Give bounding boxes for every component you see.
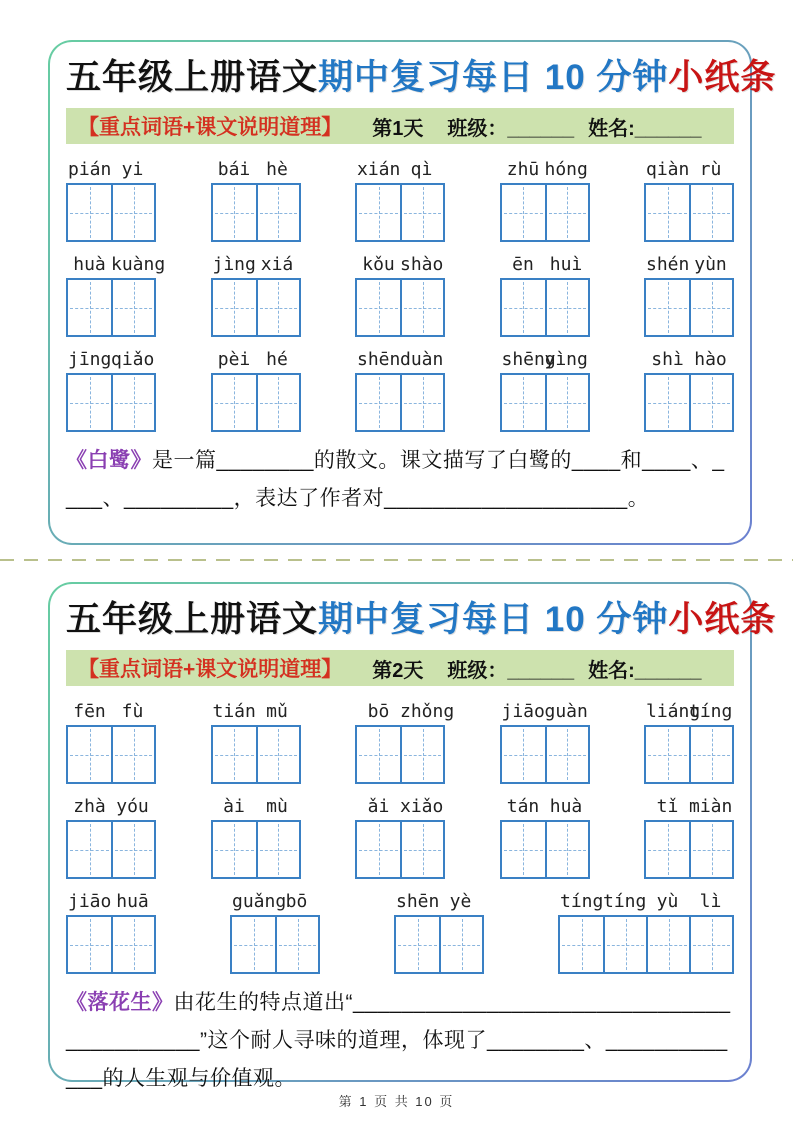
worksheet-card-day1 xyxy=(48,40,777,545)
writing-cell xyxy=(545,727,588,782)
pinyin-syllable: yùn xyxy=(694,254,727,275)
writing-cell xyxy=(213,185,256,240)
title-part-black: 五年级上册语文 xyxy=(66,58,319,97)
pinyin-syllable: lì xyxy=(699,891,722,912)
pinyin-label xyxy=(646,251,732,275)
pinyin-label xyxy=(213,251,299,275)
word-row xyxy=(66,346,734,432)
pinyin-syllable: zhū xyxy=(506,159,540,180)
pinyin-syllable: mù xyxy=(266,796,288,817)
cut-line-divider xyxy=(0,559,793,561)
pinyin-syllable: mǔ xyxy=(266,701,288,722)
word-group xyxy=(211,251,301,337)
writing-box-group xyxy=(355,373,445,432)
day-label: 第1天 xyxy=(372,117,424,140)
pinyin-label xyxy=(646,698,732,722)
day-label: 第2天 xyxy=(372,659,424,682)
word-rows xyxy=(66,698,734,974)
pinyin-syllable: shēng xyxy=(501,349,556,370)
pinyin-syllable: jīng xyxy=(68,349,112,370)
pinyin-syllable: yè xyxy=(449,891,472,912)
pinyin-label xyxy=(68,793,154,817)
pinyin-syllable: guàn xyxy=(544,701,588,722)
writing-cell xyxy=(275,917,318,972)
pinyin-label xyxy=(357,793,443,817)
pinyin-label xyxy=(68,156,154,180)
pinyin-syllable: shì xyxy=(651,349,684,370)
word-group xyxy=(66,156,156,242)
pinyin-label xyxy=(560,888,732,912)
pinyin-syllable: bō xyxy=(367,701,390,722)
writing-box-group xyxy=(355,183,445,242)
word-row xyxy=(66,698,734,784)
writing-cell xyxy=(111,375,154,430)
worksheet-card-day2 xyxy=(48,582,777,1090)
writing-cell xyxy=(502,822,545,877)
writing-box-group xyxy=(644,373,734,432)
pinyin-syllable: huì xyxy=(549,254,583,275)
writing-box-group xyxy=(355,278,445,337)
pinyin-syllable: yi xyxy=(121,159,144,180)
pinyin-syllable: huā xyxy=(116,891,149,912)
pinyin-label xyxy=(68,346,154,370)
writing-box-group xyxy=(500,725,590,784)
pinyin-syllable: ēn xyxy=(512,254,534,275)
card-inner xyxy=(50,42,777,543)
writing-cell xyxy=(256,822,299,877)
word-group xyxy=(500,698,590,784)
writing-box-group xyxy=(66,183,156,242)
pinyin-label xyxy=(502,793,588,817)
pinyin-syllable: hé xyxy=(266,349,288,370)
word-group xyxy=(66,793,156,879)
pinyin-syllable: ǎi xyxy=(367,796,390,817)
pinyin-syllable: pián xyxy=(68,159,112,180)
topic-label: 【重点词语+课文说明道理】 xyxy=(78,116,343,139)
pinyin-syllable: bō xyxy=(285,891,308,912)
pinyin-label xyxy=(357,251,443,275)
writing-box-group xyxy=(644,820,734,879)
name-field: 姓名:______ xyxy=(588,659,702,682)
pinyin-syllable: tíng xyxy=(560,891,604,912)
card-inner xyxy=(50,584,777,1090)
word-group xyxy=(644,251,734,337)
writing-box-group xyxy=(211,820,301,879)
title-part-blue: 期中复习每日 10 分钟 xyxy=(318,600,669,639)
writing-cell xyxy=(357,727,400,782)
writing-box-group xyxy=(66,373,156,432)
writing-cell xyxy=(256,185,299,240)
pinyin-label xyxy=(232,888,318,912)
word-group xyxy=(500,251,590,337)
writing-cell xyxy=(68,280,111,335)
pinyin-label xyxy=(502,156,588,180)
word-group xyxy=(66,698,156,784)
paragraph-text: 由花生的特点道出“__________________________________________”这个耐人寻味的道理，体现了________、_____________的人生观与价值观。 xyxy=(66,991,731,1090)
pinyin-label xyxy=(502,251,588,275)
word-group xyxy=(66,888,156,974)
word-group xyxy=(500,793,590,879)
class-field: 班级：______ xyxy=(447,117,575,140)
writing-cell xyxy=(111,917,154,972)
writing-box-group xyxy=(66,725,156,784)
writing-cell xyxy=(560,917,603,972)
pinyin-label xyxy=(213,156,299,180)
writing-cell xyxy=(646,375,689,430)
writing-cell xyxy=(400,185,443,240)
pinyin-syllable: xiǎo xyxy=(400,796,444,817)
word-group xyxy=(211,156,301,242)
writing-cell xyxy=(400,280,443,335)
writing-box-group xyxy=(66,820,156,879)
word-group xyxy=(644,346,734,432)
pinyin-syllable: jiāo xyxy=(501,701,545,722)
pinyin-label xyxy=(357,698,455,722)
title-part-blue: 期中复习每日 10 分钟 xyxy=(318,58,669,97)
writing-box-group xyxy=(500,820,590,879)
course-paragraph xyxy=(66,984,734,1097)
writing-box-group xyxy=(211,183,301,242)
pinyin-syllable: bái xyxy=(217,159,251,180)
writing-cell xyxy=(357,280,400,335)
pinyin-syllable: yìng xyxy=(544,349,588,370)
writing-box-group xyxy=(66,915,156,974)
writing-cell xyxy=(256,375,299,430)
pinyin-syllable: shén xyxy=(646,254,690,275)
pinyin-syllable: shēn xyxy=(357,349,401,370)
topic-band xyxy=(66,650,734,686)
pinyin-label xyxy=(502,346,588,370)
writing-cell xyxy=(646,185,689,240)
writing-cell xyxy=(439,917,482,972)
writing-cell xyxy=(68,375,111,430)
word-group xyxy=(500,156,590,242)
writing-cell xyxy=(111,727,154,782)
writing-cell xyxy=(646,727,689,782)
word-group xyxy=(355,793,445,879)
writing-cell xyxy=(545,822,588,877)
pinyin-label xyxy=(646,793,732,817)
pinyin-syllable: jìng xyxy=(212,254,256,275)
writing-cell xyxy=(213,280,256,335)
writing-cell xyxy=(502,727,545,782)
writing-cell xyxy=(111,280,154,335)
writing-box-group xyxy=(644,278,734,337)
word-group xyxy=(558,888,734,974)
pinyin-syllable: tíng xyxy=(603,891,647,912)
writing-cell xyxy=(545,280,588,335)
pinyin-label xyxy=(646,346,732,370)
word-group xyxy=(644,793,734,879)
name-field: 姓名:______ xyxy=(588,117,702,140)
writing-cell xyxy=(689,822,732,877)
book-title: 《白鹭》 xyxy=(66,449,152,472)
pinyin-syllable: huà xyxy=(549,796,583,817)
title-part-black: 五年级上册语文 xyxy=(66,600,319,639)
writing-cell xyxy=(213,727,256,782)
class-field: 班级：______ xyxy=(447,659,575,682)
pinyin-syllable: fù xyxy=(121,701,144,722)
writing-box-group xyxy=(230,915,320,974)
writing-box-group xyxy=(211,373,301,432)
writing-box-group xyxy=(211,278,301,337)
writing-box-group xyxy=(500,278,590,337)
pinyin-label xyxy=(213,346,299,370)
writing-cell xyxy=(400,375,443,430)
writing-cell xyxy=(68,822,111,877)
topic-band xyxy=(66,108,734,144)
pinyin-label xyxy=(213,793,299,817)
word-row xyxy=(66,888,734,974)
pinyin-syllable: qì xyxy=(410,159,433,180)
word-group xyxy=(211,698,301,784)
writing-box-group xyxy=(211,725,301,784)
pinyin-syllable: shēn xyxy=(396,891,440,912)
pinyin-syllable: miàn xyxy=(689,796,733,817)
writing-cell xyxy=(689,917,732,972)
writing-cell xyxy=(689,280,732,335)
writing-cell xyxy=(256,280,299,335)
word-row xyxy=(66,793,734,879)
pinyin-label xyxy=(68,251,166,275)
word-group xyxy=(211,346,301,432)
writing-cell xyxy=(603,917,646,972)
pinyin-syllable: ài xyxy=(223,796,245,817)
writing-cell xyxy=(400,822,443,877)
writing-cell xyxy=(502,185,545,240)
pinyin-syllable: duàn xyxy=(400,349,444,370)
word-group xyxy=(500,346,590,432)
writing-cell xyxy=(68,727,111,782)
pinyin-syllable: hóng xyxy=(544,159,588,180)
pinyin-syllable: shào xyxy=(400,254,444,275)
pinyin-syllable: pèi xyxy=(217,349,251,370)
word-group xyxy=(355,156,445,242)
writing-cell xyxy=(545,185,588,240)
pinyin-syllable: rù xyxy=(699,159,722,180)
pinyin-syllable: liáng xyxy=(646,701,701,722)
word-group xyxy=(644,156,734,242)
title-part-red: 小纸条 xyxy=(668,600,777,639)
pinyin-syllable: kuàng xyxy=(111,254,166,275)
writing-cell xyxy=(111,822,154,877)
writing-box-group xyxy=(500,373,590,432)
page-footer: 第 1 页 共 10 页 xyxy=(338,1094,455,1109)
pinyin-syllable: huà xyxy=(73,254,106,275)
course-paragraph xyxy=(66,442,734,518)
pinyin-syllable: xiá xyxy=(260,254,294,275)
pinyin-syllable: fēn xyxy=(73,701,106,722)
writing-cell xyxy=(396,917,439,972)
title-part-red: 小纸条 xyxy=(668,58,777,97)
writing-box-group xyxy=(394,915,484,974)
word-group xyxy=(394,888,484,974)
topic-label: 【重点词语+课文说明道理】 xyxy=(78,658,343,681)
pinyin-label xyxy=(213,698,299,722)
writing-cell xyxy=(68,917,111,972)
pinyin-syllable: qiǎo xyxy=(111,349,155,370)
word-group xyxy=(644,698,734,784)
paragraph-text: 是一篇________的散文。课文描写了白鹭的____和____、____、_________，表达了作者对____________________。 xyxy=(66,449,725,510)
pinyin-label xyxy=(502,698,588,722)
pinyin-syllable: kǒu xyxy=(362,254,395,275)
pinyin-syllable: hè xyxy=(266,159,288,180)
writing-box-group xyxy=(500,183,590,242)
word-row xyxy=(66,251,734,337)
pinyin-label xyxy=(646,156,732,180)
word-group xyxy=(66,251,166,337)
writing-cell xyxy=(68,185,111,240)
word-group xyxy=(211,793,301,879)
book-title: 《落花生》 xyxy=(66,991,174,1014)
writing-cell xyxy=(646,917,689,972)
writing-cell xyxy=(357,375,400,430)
writing-box-group xyxy=(558,915,734,974)
writing-cell xyxy=(689,185,732,240)
pinyin-syllable: tíng xyxy=(689,701,733,722)
writing-box-group xyxy=(355,820,445,879)
worksheet-title xyxy=(66,596,777,644)
pinyin-label xyxy=(68,698,154,722)
word-group xyxy=(230,888,320,974)
writing-cell xyxy=(213,375,256,430)
writing-cell xyxy=(689,375,732,430)
writing-cell xyxy=(646,822,689,877)
writing-cell xyxy=(646,280,689,335)
pinyin-syllable: tán xyxy=(506,796,540,817)
word-group xyxy=(355,251,445,337)
pinyin-label xyxy=(357,346,443,370)
pinyin-syllable: xián xyxy=(357,159,401,180)
pinyin-syllable: hào xyxy=(694,349,727,370)
writing-cell xyxy=(545,375,588,430)
word-group xyxy=(355,698,455,784)
word-rows xyxy=(66,156,734,432)
pinyin-syllable: yù xyxy=(656,891,679,912)
pinyin-syllable: tián xyxy=(212,701,256,722)
writing-cell xyxy=(400,727,443,782)
writing-cell xyxy=(256,727,299,782)
pinyin-syllable: jiāo xyxy=(68,891,112,912)
writing-cell xyxy=(357,822,400,877)
pinyin-label xyxy=(68,888,154,912)
writing-cell xyxy=(111,185,154,240)
writing-cell xyxy=(213,822,256,877)
word-group xyxy=(66,346,156,432)
writing-box-group xyxy=(644,183,734,242)
writing-box-group xyxy=(66,278,156,337)
pinyin-label xyxy=(396,888,482,912)
pinyin-label xyxy=(357,156,443,180)
writing-cell xyxy=(502,375,545,430)
writing-cell xyxy=(502,280,545,335)
writing-box-group xyxy=(644,725,734,784)
writing-cell xyxy=(357,185,400,240)
writing-cell xyxy=(232,917,275,972)
word-group xyxy=(355,346,445,432)
worksheet-title xyxy=(66,54,777,102)
pinyin-syllable: guǎng xyxy=(232,891,287,912)
writing-box-group xyxy=(355,725,445,784)
writing-cell xyxy=(689,727,732,782)
pinyin-syllable: yóu xyxy=(116,796,149,817)
pinyin-syllable: tǐ xyxy=(656,796,679,817)
pinyin-syllable: zhà xyxy=(73,796,106,817)
word-row xyxy=(66,156,734,242)
pinyin-syllable: zhǒng xyxy=(400,701,455,722)
pinyin-syllable: qiàn xyxy=(646,159,690,180)
